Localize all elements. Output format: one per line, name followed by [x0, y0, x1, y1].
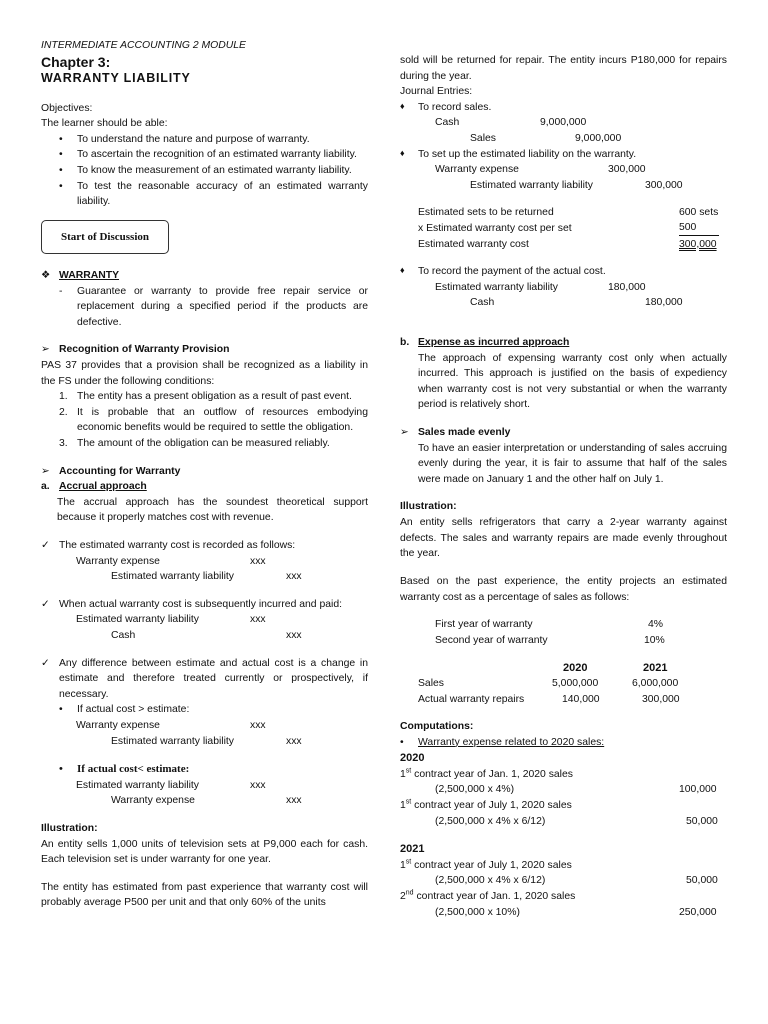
right-column [400, 53, 727, 920]
computation-line: 1st contract year of July 1, 2020 sales [400, 858, 572, 871]
objectives-heading: Objectives: [41, 102, 93, 114]
accounting-heading: ➢ Accounting for Warranty [41, 464, 368, 480]
module-title: INTERMEDIATE ACCOUNTING 2 MODULE [41, 40, 246, 51]
table-row: Actual warranty repairs 140,000 300,000 [418, 693, 680, 705]
accrual-heading: a. Accrual approach [41, 481, 147, 493]
gt-case: • If actual cost > estimate: [41, 702, 368, 718]
left-column [41, 38, 368, 911]
year-label: 2021 [400, 843, 425, 856]
start-of-discussion-box: Start of Discussion [41, 220, 169, 254]
entry-label: ♦ To record the payment of the actual cost. [400, 264, 727, 280]
diamond-bullet-icon: ❖ [41, 269, 51, 281]
year-header-row: 2020 2021 [563, 662, 668, 675]
list-item: 1. The entity has a present obligation as a result of past event. [59, 391, 352, 403]
computation-line: (2,500,000 x 10%) 250,000 [435, 906, 717, 918]
page-title: WARRANTY LIABILITY [41, 71, 191, 86]
computations-sub: • Warranty expense related to 2020 sales: [400, 735, 727, 751]
computation-line: (2,500,000 x 4% x 6/12) 50,000 [435, 815, 718, 827]
accrual-text: The accrual approach has the soundest theoretical support because it properly matches cost with revenue. [57, 496, 368, 524]
check-item: ✓ When actual warranty cost is subsequently incurred and paid: [41, 597, 368, 613]
computation-line: (2,500,000 x 4% x 6/12) 50,000 [435, 875, 718, 887]
calc-row: Estimated sets to be returned 600 sets [418, 207, 719, 219]
illustration-text: sold will be returned for repair. The entity incurs P180,000 for repairs during the year. [400, 55, 727, 82]
calc-row: Estimated warranty cost 300,000 [418, 238, 717, 250]
check-item: ✓ Any difference between estimate and actual cost is a change in estimate and therefore treated currently or prospectively, if necessary. [41, 656, 368, 703]
journal-entry: Cash 9,000,000 [435, 117, 587, 129]
table-row: Sales 5,000,000 6,000,000 [418, 677, 679, 689]
list-item: 3. The amount of the obligation can be measured reliably. [59, 438, 330, 450]
journal-entry: Warranty expense xxx [76, 720, 266, 732]
sales-evenly-heading: ➢ Sales made evenly [400, 425, 727, 441]
journal-entry: Sales 9,000,000 [470, 133, 622, 145]
check-item: ✓ The estimated warranty cost is recorded as follows: [41, 538, 368, 554]
computation-line: 2nd contract year of Jan. 1, 2020 sales [400, 889, 576, 902]
illustration-heading: Illustration: [41, 822, 98, 834]
year-label: 2020 [400, 752, 425, 765]
computation-line: (2,500,000 x 4%) 100,000 [435, 784, 717, 796]
journal-entries-label: Journal Entries: [400, 86, 473, 98]
journal-entry: Estimated warranty liability xxx [76, 779, 266, 791]
journal-entry: Estimated warranty liability xxx [111, 571, 302, 583]
journal-entry: Estimated warranty liability 300,000 [470, 179, 683, 191]
computation-line: 1st contract year of July 1, 2020 sales [400, 798, 572, 812]
entry-label: ♦ To record sales. [400, 100, 727, 116]
computations-heading: Computations: [400, 721, 474, 733]
list-item: • To test the reasonable accuracy of an estimated warranty liability. [77, 179, 368, 210]
list-item: • To know the measurement of an estimated warranty liability. [77, 163, 368, 179]
recognition-text: PAS 37 provides that a provision shall be recognized as a liability in the FS under the following conditions: [41, 359, 368, 387]
journal-entry: Warranty expense xxx [76, 555, 266, 567]
rate-row: First year of warranty 4% [435, 619, 664, 631]
illustration-text: An entity sells refrigerators that carry a 2-year warranty against defects. The sales and warranty repairs are made evenly throughout the year. [400, 517, 727, 560]
expense-approach-heading: b. Expense as incurred approach [400, 337, 570, 348]
journal-entry: Warranty expense 300,000 [435, 164, 646, 176]
arrow-bullet-icon: ➢ [41, 344, 50, 356]
warranty-heading: ❖ WARRANTY [41, 268, 368, 284]
lt-case: • If actual cost< estimate: [41, 761, 368, 778]
journal-entry: Estimated warranty liability xxx [76, 614, 266, 626]
recognition-list [41, 389, 368, 451]
journal-entry: Cash 180,000 [470, 297, 683, 309]
calc-row: x Estimated warranty cost per set 500 [400, 221, 727, 237]
expense-approach-text: The approach of expensing warranty cost only when actually incurred. This approach is justified on the basis of expediency when warranty cost is not very substantial or when the warranty period is relatively short. [418, 352, 727, 411]
list-item: • To understand the nature and purpose of warranty. [77, 132, 368, 148]
rate-row: Second year of warranty 10% [435, 634, 665, 646]
arrow-bullet-icon: ➢ [400, 427, 409, 439]
list-item: • To ascertain the recognition of an estimated warranty liability. [77, 147, 368, 163]
objectives-intro: The learner should be able: [41, 118, 168, 130]
computation-line: 1st contract year of Jan. 1, 2020 sales [400, 767, 573, 780]
illustration-text: The entity has estimated from past experience that warranty cost will probably average P500 per unit and that only 60% of the units [41, 881, 368, 909]
illustration-heading: Illustration: [400, 501, 457, 513]
chapter-label: Chapter 3: [41, 53, 111, 70]
journal-entry: Warranty expense xxx [111, 795, 302, 807]
list-item: 2. It is probable that an outflow of resources embodying economic benefits would be required to settle the obligation. [59, 406, 368, 434]
arrow-bullet-icon: ➢ [41, 465, 50, 477]
journal-entry: Cash xxx [111, 630, 302, 642]
illustration-text: An entity sells 1,000 units of television sets at P9,000 each for cash. Each television set is under warranty for one year. [41, 838, 368, 866]
warranty-definition: - Guarantee or warranty to provide free repair service or replacement during a specified period if the products are defective. [59, 285, 368, 328]
sales-evenly-text: To have an easier interpretation or understanding of sales accruing evenly during the year, it is fair to assume that half of the sales were made on January 1 and the other half on July 1. [418, 442, 727, 485]
journal-entry: Estimated warranty liability xxx [111, 735, 302, 747]
illustration-text: Based on the past experience, the entity projects an estimated warranty cost as a percentage of sales as follows: [400, 575, 727, 603]
journal-entry: Estimated warranty liability 180,000 [435, 281, 646, 293]
recognition-heading: ➢ Recognition of Warranty Provision [41, 342, 368, 358]
objectives-list [41, 132, 368, 210]
entry-label: ♦ To set up the estimated liability on the warranty. [400, 147, 727, 163]
